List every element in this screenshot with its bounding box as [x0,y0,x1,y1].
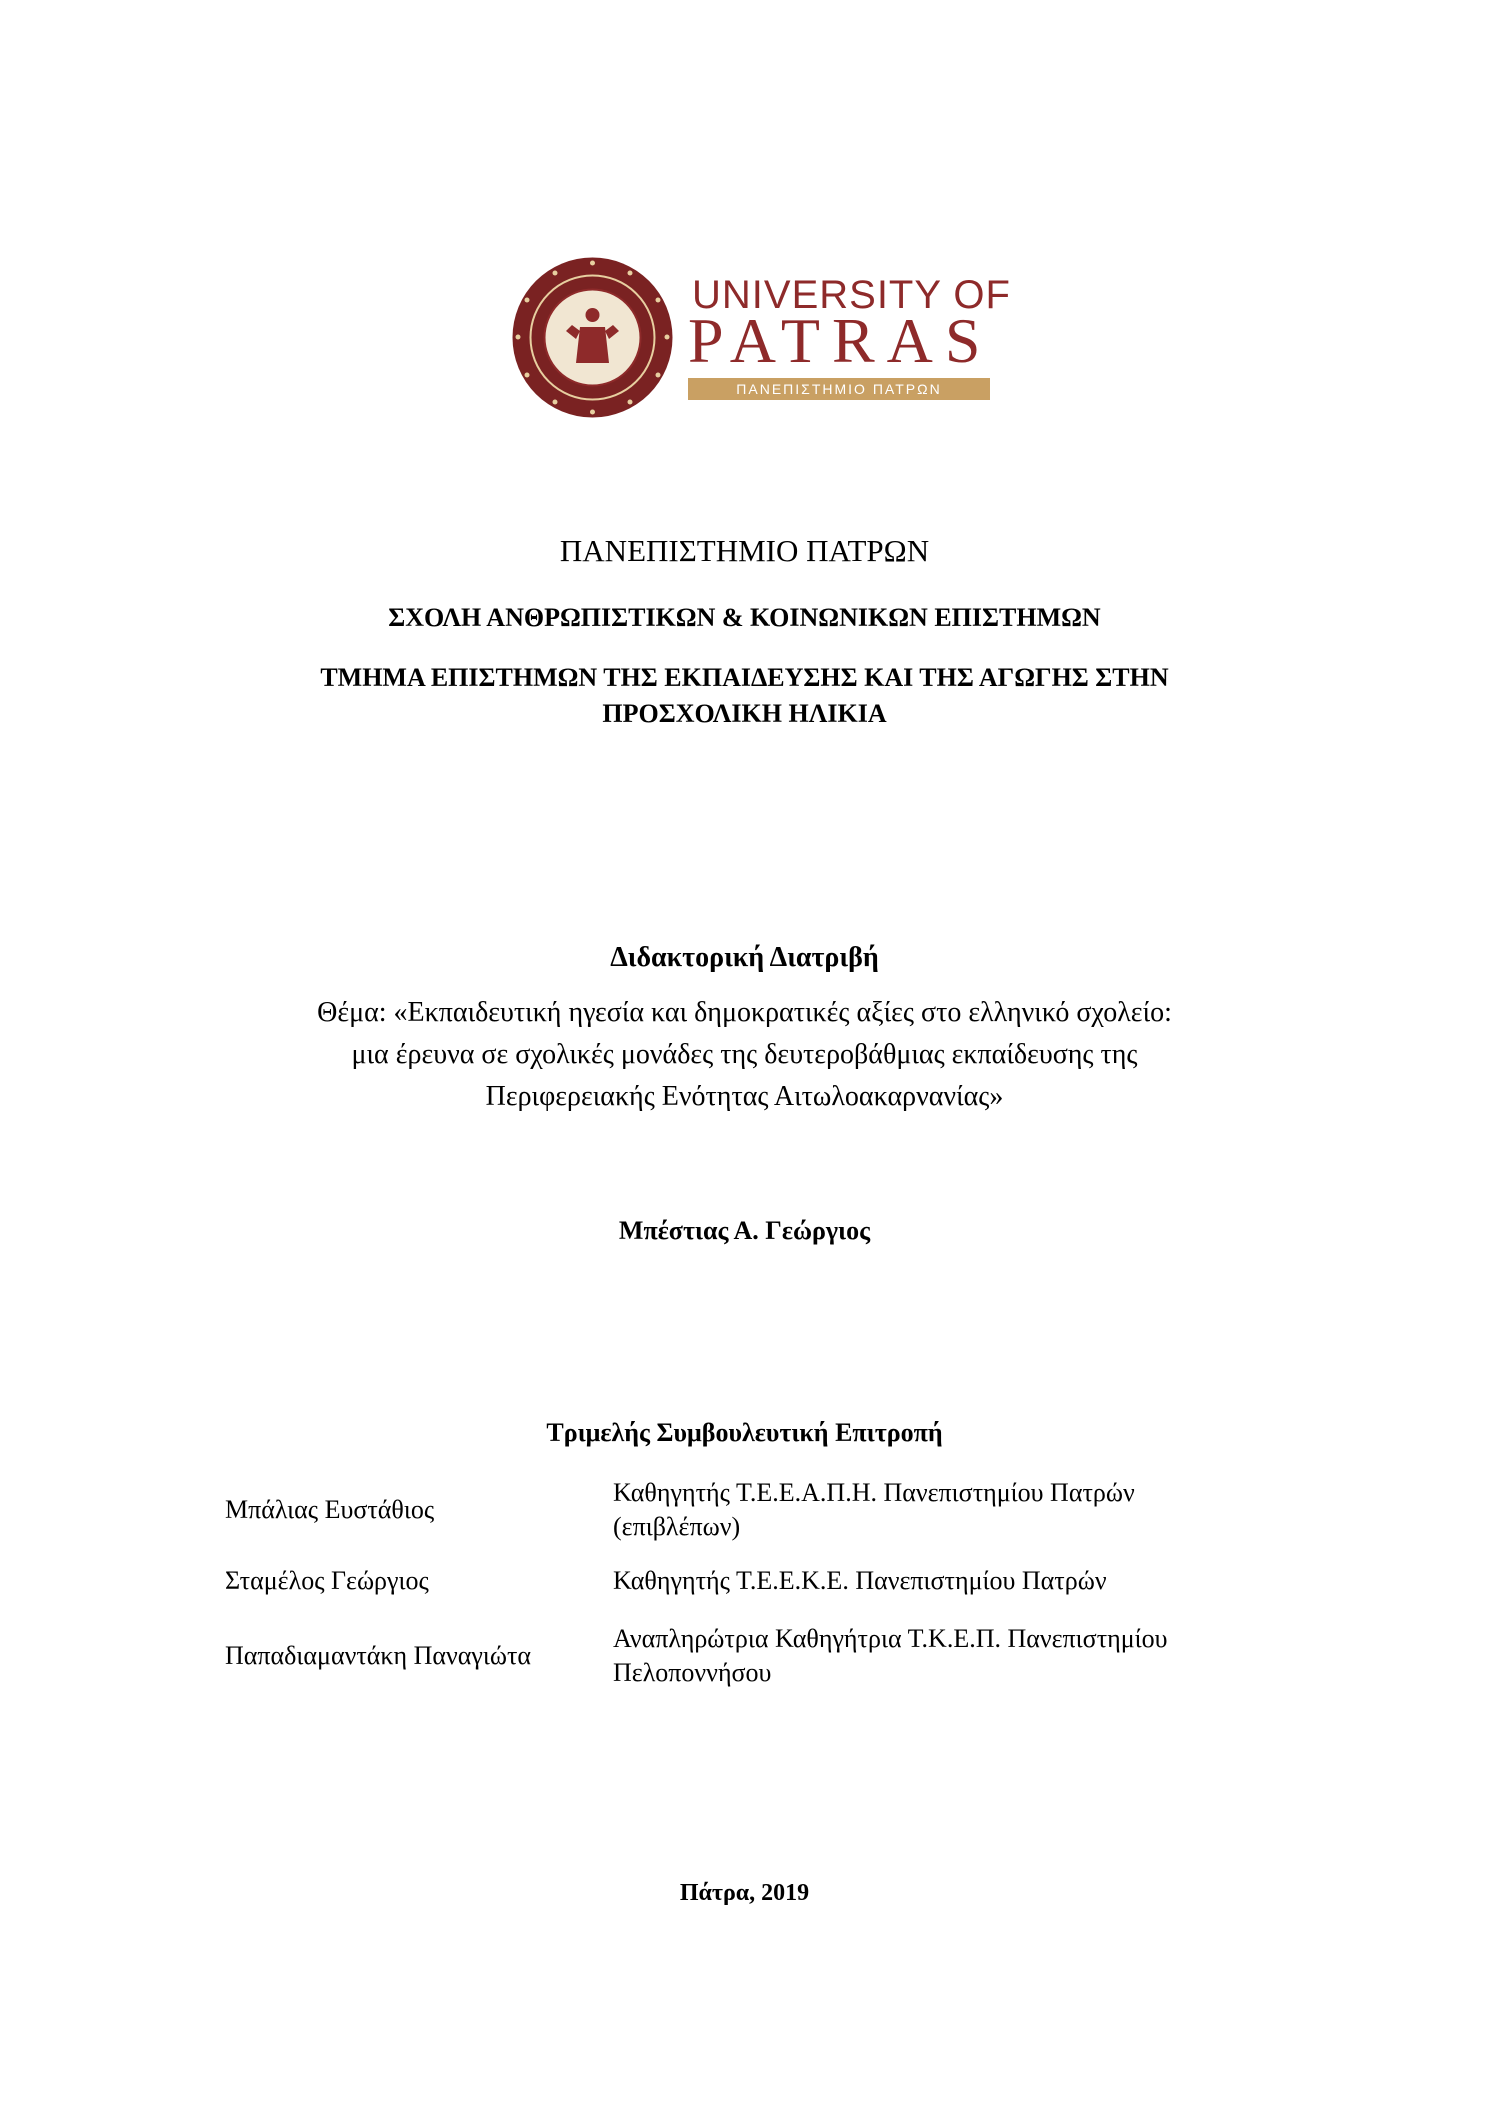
member-role [613,1622,1293,1690]
university-logo [510,255,1011,420]
member-role-line: Αναπληρώτρια Καθηγήτρια Τ.Κ.Ε.Π. Πανεπιστημίου [613,1624,1168,1653]
member-role-line: Καθηγητής Τ.Ε.Ε.Κ.Ε. Πανεπιστημίου Πατρών [613,1566,1107,1595]
department-line: ΤΜΗΜΑ ΕΠΙΣΤΗΜΩΝ ΤΗΣ ΕΚΠΑΙΔΕΥΣΗΣ ΚΑΙ ΤΗΣ ΑΓΩΓΗΣ ΣΤΗΝ [320,663,1169,692]
document-type: Διδακτορική Διατριβή [610,942,879,973]
university-title: ΠΑΝΕΠΙΣΤΗΜΙΟ ΠΑΤΡΩΝ [559,533,930,568]
author-name: Μπέστιας Α. Γεώργιος [618,1216,871,1245]
member-role-line: (επιβλέπων) [613,1512,741,1541]
department-title [0,660,1489,732]
department-line: ΠΡΟΣΧΟΛΙΚΗ ΗΛΙΚΙΑ [602,699,887,728]
topic-line: μια έρευνα σε σχολικές μονάδες της δευτεροβάθμιας εκπαίδευσης της [351,1039,1138,1070]
place-and-date: Πάτρα, 2019 [679,1880,810,1906]
university-wordmark [688,273,1011,403]
member-role-line: Πελοποννήσου [613,1658,772,1687]
wordmark-band: ΠΑΝΕΠΙΣΤΗΜΙΟ ΠΑΤΡΩΝ [688,378,990,400]
member-role-line: Καθηγητής Τ.Ε.Ε.Α.Π.Η. Πανεπιστημίου Πατρών [613,1478,1135,1507]
topic-line: Θέμα: «Εκπαιδευτική ηγεσία και δημοκρατικές αξίες στο ελληνικό σχολείο: [317,997,1172,1028]
member-name: Μπάλιας Ευστάθιος [225,1495,435,1524]
school-title: ΣΧΟΛΗ ΑΝΘΡΩΠΙΣΤΙΚΩΝ & ΚΟΙΝΩΝΙΚΩΝ ΕΠΙΣΤΗΜΩΝ [388,603,1101,632]
committee-title: Τριμελής Συμβουλευτική Επιτροπή [546,1418,943,1447]
member-name: Παπαδιαμαντάκη Παναγιώτα [225,1641,532,1670]
wordmark-line-2: PATRAS [688,305,993,376]
member-role [613,1476,1293,1544]
thesis-topic [0,992,1489,1118]
wordmark-line-1: UNIVERSITY OF [692,273,1011,317]
university-seal-icon [510,255,675,420]
member-role [613,1564,1293,1598]
topic-line: Περιφερειακής Ενότητας Αιτωλοακαρνανίας» [485,1081,1004,1112]
member-name: Σταμέλος Γεώργιος [225,1566,429,1595]
